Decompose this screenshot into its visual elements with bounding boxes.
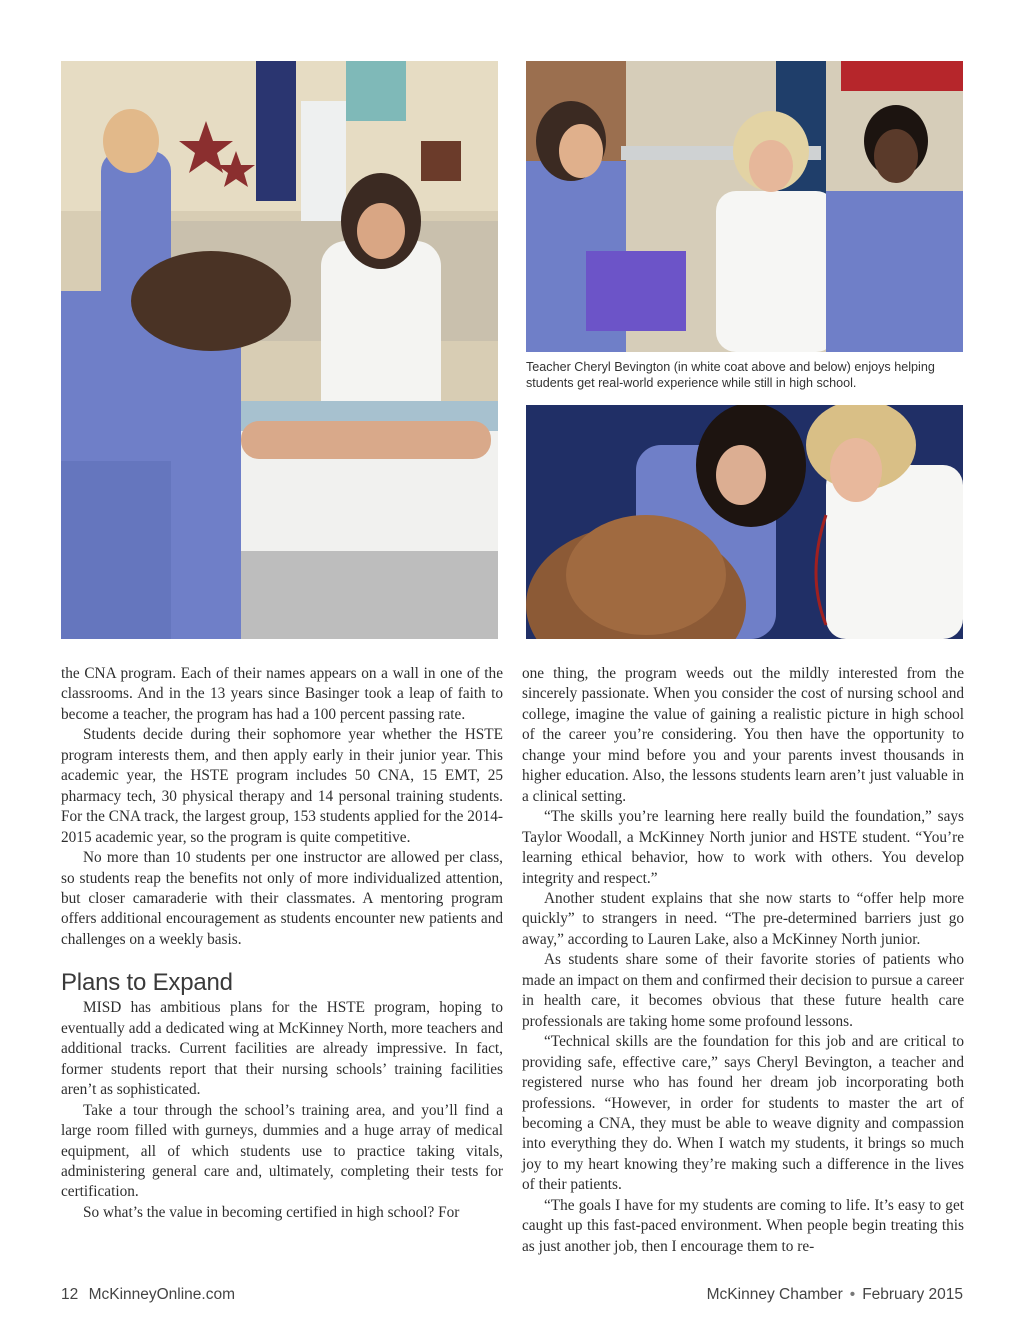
- paragraph: MISD has ambitious plans for the HSTE program, hoping to eventually add a dedicated wing at McKinney North, more teachers and additional tracks. Current facilities are already impressive. In fact, former students report that their nursing schools’ training facilities aren’t as sophisticated.: [61, 999, 503, 1099]
- paragraph: As students share some of their favorite stories of patients who made an impact on them and confirmed their decision to pursue a career in health care, it becomes obvious that these future health care professionals are taking home some profound lessons.: [522, 951, 964, 1030]
- photo-training-mannequin-image: [61, 61, 498, 639]
- footer-right: [707, 1286, 963, 1304]
- photo-training-mannequin: [61, 61, 498, 639]
- footer-left: [61, 1286, 235, 1304]
- section-heading: Plans to Expand: [61, 969, 233, 997]
- paragraph: Students decide during their sophomore year whether the HSTE program interests them, and then apply early in their junior year. This academic year, the HSTE program includes 50 CNA, 15 EMT, 25 pharmacy tech, 30 physical therapy and 14 personal training students. For the CNA track, the largest group, 153 students applied for the 2014-2015 academic year, so the program is quite competitive.: [61, 726, 503, 846]
- paragraph: the CNA program. Each of their names appears on a wall in one of the classrooms. And in the 13 years since Basinger took a leap of faith to become a teacher, the program has had a 100 percent passing rate.: [61, 665, 503, 723]
- paragraph: No more than 10 students per one instructor are allowed per class, so students reap the benefits not only of more individualized attention, but closer camaraderie with their classmates. A mentoring program offers additional encouragement as students encounter new patients and challenges on a weekly basis.: [61, 849, 503, 948]
- paragraph: Another student explains that she now starts to “offer help more quickly” to strangers in need. “The pre-determined barriers just go away,” according to Lauren Lake, also a McKinney North junior.: [522, 889, 964, 948]
- website-link[interactable]: McKinneyOnline.com: [88, 1286, 236, 1303]
- paragraph: “The skills you’re learning here really build the foundation,” says Taylor Woodall, a McKinney North junior and HSTE student. “You’re learning ethical behavior, how to work with others. You develop integrity and respect.”: [522, 808, 964, 887]
- paragraph: “Technical skills are the foundation for this job and are critical to providing safe, effective care,” says Cheryl Bevington, a teacher and registered nurse who has found her dream job incorporating both professions. “However, in order for students to master the art of becoming a CNA, they must be able to weave dignity and compassion into everything they do. When I watch my students, it brings so much joy to my heart knowing they’re making such a difference in the lives of their patients.: [522, 1033, 964, 1194]
- paragraph: Take a tour through the school’s training area, and you’ll find a large room filled with gurneys, dummies and a huge array of medical equipment, all of which students use to practice taking vitals, administering general care and, ultimately, completing their tests for certification.: [61, 1101, 503, 1201]
- photo-stethoscope-lesson: [526, 405, 963, 639]
- footer-separator: •: [849, 1286, 856, 1303]
- paragraph: “The goals I have for my students are coming to life. It’s easy to get caught up this fast-paced environment. When people begin treating this as just another job, then I encourage them to re-: [522, 1196, 964, 1255]
- photo-stethoscope-lesson-image: [526, 405, 963, 639]
- photo-scale-lesson-image: [526, 61, 963, 352]
- issue-date: February 2015: [862, 1286, 963, 1303]
- photo-caption: Teacher Cheryl Bevington (in white coat above and below) enjoys helping students get real-world experience while still in high school.: [526, 360, 935, 390]
- paragraph: one thing, the program weeds out the mildly interested from the sincerely passionate. When you consider the cost of nursing school and college, imagine the value of gaining a realistic picture in high school of the career you’re considering. You then have the opportunity to change your mind before you and your parents invest thousands in higher education. Also, the lessons students learn aren’t just valuable in a clinical setting.: [522, 665, 964, 805]
- article-column-right: [522, 664, 964, 1257]
- paragraph: So what’s the value in becoming certified in high school? For: [83, 1203, 460, 1221]
- publication-name: McKinney Chamber: [706, 1286, 843, 1303]
- page-number: 12: [61, 1286, 79, 1303]
- article-column-left: [61, 664, 503, 1223]
- photo-scale-lesson: [526, 61, 963, 352]
